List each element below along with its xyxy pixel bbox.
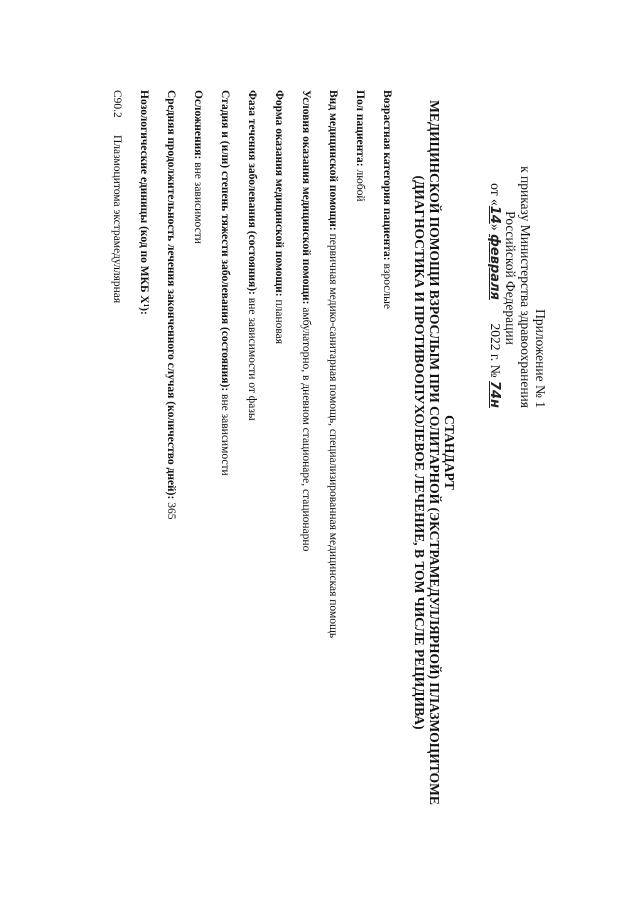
field-stage xyxy=(218,90,232,476)
field-complications xyxy=(191,90,205,244)
field-value: любой xyxy=(354,166,366,202)
appendix-order: к приказу Министерства здравоохранения xyxy=(518,166,533,408)
nosology-row xyxy=(110,90,124,303)
handwritten-month: февраля xyxy=(487,234,502,300)
standard-title-line1: МЕДИЦИНСКОЙ ПОМОЩИ ВЗРОСЛЫМ ПРИ СОЛИТАРНОЙ (ЭКСТРАМЕДУЛЛЯРНОЙ) ПЛАЗМОЦИТОМЕ xyxy=(427,100,442,805)
standard-title-block xyxy=(412,0,457,905)
field-age xyxy=(380,90,394,309)
nosology-code: C90.2 xyxy=(111,90,123,118)
field-value: плановая xyxy=(273,296,285,345)
field-duration xyxy=(164,90,178,519)
handwritten-number: 74н xyxy=(487,380,502,408)
year-text: 2022 г. № xyxy=(488,323,503,378)
handwritten-day: 14 xyxy=(487,205,502,224)
field-form xyxy=(272,90,286,344)
field-label: Форма оказания медицинской помощи: xyxy=(273,90,285,297)
date-prefix: от « xyxy=(488,183,503,206)
appendix-block xyxy=(487,148,548,408)
field-value: вне зависимости xyxy=(192,159,204,244)
field-nosology xyxy=(137,90,151,315)
field-label: Средняя продолжительность лечения законченного случая (количество дней): xyxy=(165,90,177,500)
field-value: вне зависимости xyxy=(219,391,231,476)
field-label: Возрастная категория пациента: xyxy=(381,90,393,261)
field-label: Вид медицинской помощи: xyxy=(327,90,339,231)
field-label: Нозологические единицы (код по МКБ X¹): xyxy=(138,90,150,315)
field-value: первичная медико-санитарная помощь, специализированная медицинская помощь xyxy=(327,230,339,639)
field-conditions xyxy=(299,90,313,551)
nosology-name: Плазмоцитома экстрамедуллярная xyxy=(111,135,123,304)
field-value: взрослые xyxy=(381,260,393,309)
field-phase xyxy=(245,90,259,421)
field-value: вне зависимости от фазы xyxy=(246,294,258,421)
field-label: Осложнения: xyxy=(192,90,204,160)
field-sex xyxy=(353,90,367,202)
field-label: Фаза течения заболевания (состояния): xyxy=(246,90,258,295)
field-label: Пол пациента: xyxy=(354,90,366,167)
field-value: 365 xyxy=(165,499,177,520)
appendix-date-line xyxy=(487,148,503,408)
field-value: амбулаторно, в дневном стационаре, стационарно xyxy=(300,304,312,552)
standard-heading: СТАНДАРТ xyxy=(442,415,457,490)
standard-title-line2: (ДИАГНОСТИКА И ПРОТИВООПУХОЛЕВОЕ ЛЕЧЕНИЕ, В ТОМ ЧИСЛЕ РЕЦИДИВА) xyxy=(412,175,427,730)
field-care-type xyxy=(326,90,340,638)
field-label: Стадия и (или) степень тяжести заболевания (состояния): xyxy=(219,90,231,392)
quote-close: » xyxy=(488,223,503,231)
field-label: Условия оказания медицинской помощи: xyxy=(300,90,312,305)
appendix-country: Российской Федерации xyxy=(503,211,518,345)
appendix-number: Приложение № 1 xyxy=(533,309,548,408)
